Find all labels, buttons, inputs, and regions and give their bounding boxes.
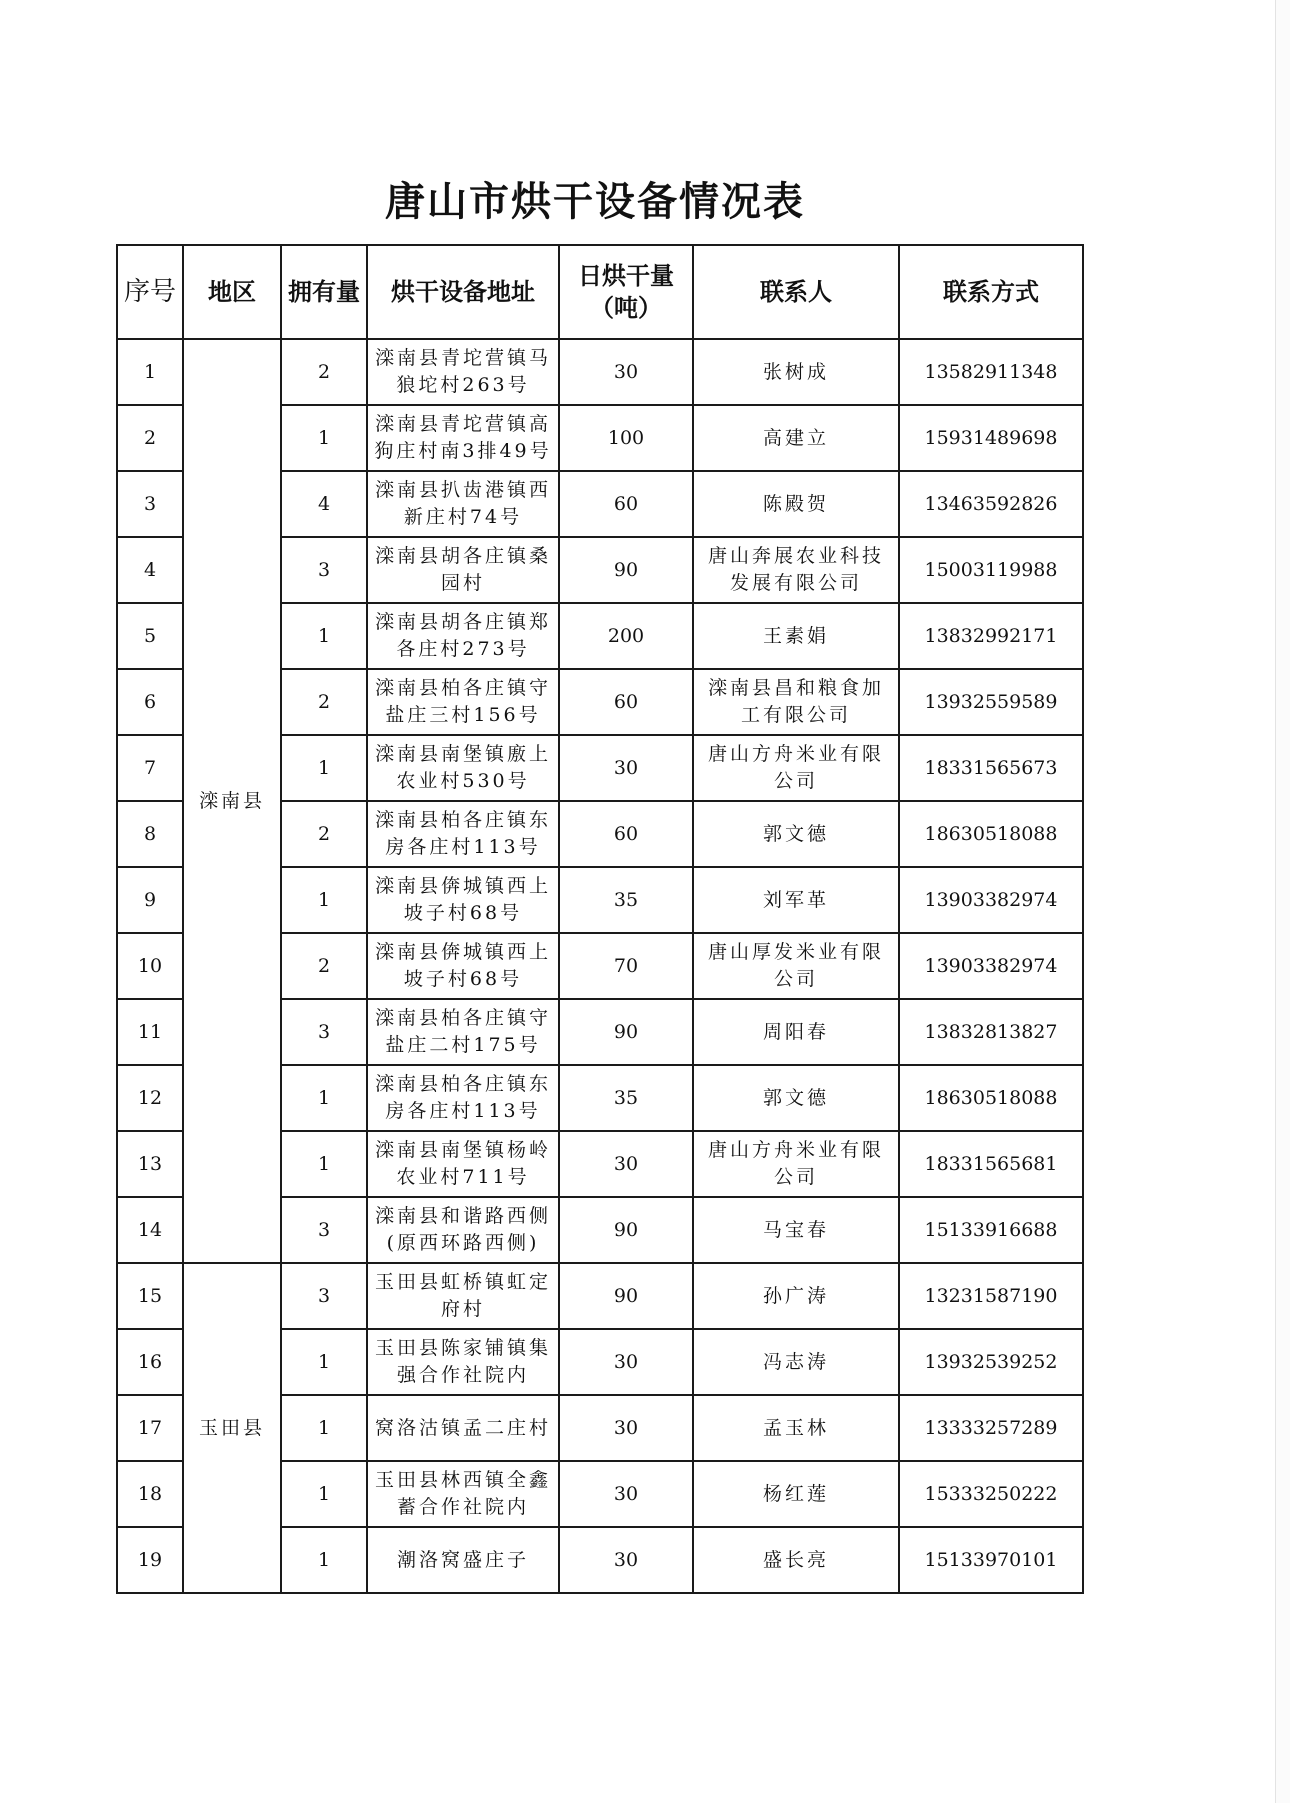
row-seq: 16 [117, 1329, 183, 1395]
row-count: 2 [281, 801, 367, 867]
row-contact: 孙广涛 [693, 1263, 899, 1329]
row-count: 3 [281, 1197, 367, 1263]
row-seq: 3 [117, 471, 183, 537]
row-address: 滦南县和谐路西侧(原西环路西侧) [367, 1197, 559, 1263]
row-address: 滦南县柏各庄镇守盐庄二村175号 [367, 999, 559, 1065]
row-address: 滦南县倴城镇西上坡子村68号 [367, 933, 559, 999]
row-daily-capacity: 30 [559, 1329, 693, 1395]
row-seq: 12 [117, 1065, 183, 1131]
row-phone: 18630518088 [899, 1065, 1083, 1131]
row-contact: 盛长亮 [693, 1527, 899, 1593]
row-daily-capacity: 60 [559, 471, 693, 537]
row-daily-capacity: 30 [559, 1131, 693, 1197]
row-daily-capacity: 100 [559, 405, 693, 471]
row-seq: 19 [117, 1527, 183, 1593]
row-count: 1 [281, 1395, 367, 1461]
row-seq: 4 [117, 537, 183, 603]
row-daily-capacity: 30 [559, 339, 693, 405]
row-daily-capacity: 35 [559, 1065, 693, 1131]
row-region: 玉田县 [183, 1263, 281, 1593]
row-count: 1 [281, 603, 367, 669]
row-daily-capacity: 90 [559, 537, 693, 603]
row-phone: 13932539252 [899, 1329, 1083, 1395]
row-contact: 孟玉林 [693, 1395, 899, 1461]
row-address: 滦南县青坨营镇马狼坨村263号 [367, 339, 559, 405]
row-count: 1 [281, 405, 367, 471]
row-contact: 冯志涛 [693, 1329, 899, 1395]
row-contact: 郭文德 [693, 1065, 899, 1131]
row-contact: 杨红莲 [693, 1461, 899, 1527]
row-count: 1 [281, 867, 367, 933]
row-seq: 17 [117, 1395, 183, 1461]
row-contact: 唐山奔展农业科技发展有限公司 [693, 537, 899, 603]
row-phone: 18331565681 [899, 1131, 1083, 1197]
row-phone: 15133916688 [899, 1197, 1083, 1263]
row-seq: 15 [117, 1263, 183, 1329]
row-seq: 7 [117, 735, 183, 801]
header-address: 烘干设备地址 [367, 245, 559, 339]
row-count: 1 [281, 735, 367, 801]
row-daily-capacity: 90 [559, 1263, 693, 1329]
row-contact: 高建立 [693, 405, 899, 471]
page-edge [1275, 0, 1290, 1803]
row-address: 滦南县胡各庄镇郑各庄村273号 [367, 603, 559, 669]
document-title: 唐山市烘干设备情况表 [385, 178, 805, 225]
row-address: 玉田县虹桥镇虹定府村 [367, 1263, 559, 1329]
row-count: 3 [281, 537, 367, 603]
row-count: 2 [281, 669, 367, 735]
row-phone: 13463592826 [899, 471, 1083, 537]
row-daily-capacity: 30 [559, 735, 693, 801]
row-count: 2 [281, 339, 367, 405]
row-contact: 郭文德 [693, 801, 899, 867]
row-seq: 18 [117, 1461, 183, 1527]
row-address: 滦南县南堡镇杨岭农业村711号 [367, 1131, 559, 1197]
row-seq: 13 [117, 1131, 183, 1197]
row-daily-capacity: 30 [559, 1461, 693, 1527]
row-address: 滦南县南堡镇廒上农业村530号 [367, 735, 559, 801]
row-seq: 11 [117, 999, 183, 1065]
row-seq: 9 [117, 867, 183, 933]
row-phone: 15931489698 [899, 405, 1083, 471]
row-phone: 15003119988 [899, 537, 1083, 603]
header-contact: 联系人 [693, 245, 899, 339]
row-contact: 唐山方舟米业有限公司 [693, 1131, 899, 1197]
row-daily-capacity: 70 [559, 933, 693, 999]
row-seq: 1 [117, 339, 183, 405]
row-address: 滦南县柏各庄镇守盐庄三村156号 [367, 669, 559, 735]
row-address: 滦南县青坨营镇高狗庄村南3排49号 [367, 405, 559, 471]
row-contact: 唐山方舟米业有限公司 [693, 735, 899, 801]
row-contact: 滦南县昌和粮食加工有限公司 [693, 669, 899, 735]
row-count: 3 [281, 999, 367, 1065]
row-daily-capacity: 200 [559, 603, 693, 669]
row-phone: 13932559589 [899, 669, 1083, 735]
row-contact: 周阳春 [693, 999, 899, 1065]
row-phone: 13832813827 [899, 999, 1083, 1065]
row-address: 潮洛窝盛庄子 [367, 1527, 559, 1593]
header-daily-capacity: 日烘干量（吨） [559, 245, 693, 339]
row-address: 玉田县林西镇全鑫蓄合作社院内 [367, 1461, 559, 1527]
row-seq: 14 [117, 1197, 183, 1263]
row-region: 滦南县 [183, 339, 281, 1263]
table-body [117, 339, 1083, 1593]
row-daily-capacity: 35 [559, 867, 693, 933]
row-address: 滦南县倴城镇西上坡子村68号 [367, 867, 559, 933]
row-address: 窝洛沽镇孟二庄村 [367, 1395, 559, 1461]
row-phone: 18331565673 [899, 735, 1083, 801]
row-contact: 陈殿贺 [693, 471, 899, 537]
row-phone: 13903382974 [899, 867, 1083, 933]
dryer-equipment-table [116, 244, 1084, 1594]
row-phone: 13582911348 [899, 339, 1083, 405]
row-contact: 张树成 [693, 339, 899, 405]
row-contact: 马宝春 [693, 1197, 899, 1263]
row-address: 滦南县柏各庄镇东房各庄村113号 [367, 801, 559, 867]
row-phone: 15333250222 [899, 1461, 1083, 1527]
row-count: 2 [281, 933, 367, 999]
row-count: 1 [281, 1065, 367, 1131]
header-row [117, 245, 1083, 339]
row-daily-capacity: 60 [559, 801, 693, 867]
row-contact: 刘军革 [693, 867, 899, 933]
row-seq: 6 [117, 669, 183, 735]
row-phone: 13231587190 [899, 1263, 1083, 1329]
row-address: 滦南县柏各庄镇东房各庄村113号 [367, 1065, 559, 1131]
row-seq: 2 [117, 405, 183, 471]
row-count: 1 [281, 1461, 367, 1527]
row-count: 1 [281, 1131, 367, 1197]
row-address: 玉田县陈家铺镇集强合作社院内 [367, 1329, 559, 1395]
row-phone: 13832992171 [899, 603, 1083, 669]
header-phone: 联系方式 [899, 245, 1083, 339]
row-address: 滦南县扒齿港镇西新庄村74号 [367, 471, 559, 537]
row-count: 1 [281, 1527, 367, 1593]
header-count: 拥有量 [281, 245, 367, 339]
row-seq: 10 [117, 933, 183, 999]
table-row [117, 339, 1083, 405]
row-daily-capacity: 90 [559, 1197, 693, 1263]
row-contact: 王素娟 [693, 603, 899, 669]
header-region: 地区 [183, 245, 281, 339]
table-row [117, 1263, 1083, 1329]
row-seq: 8 [117, 801, 183, 867]
row-contact: 唐山厚发米业有限公司 [693, 933, 899, 999]
header-seq: 序号 [117, 245, 183, 339]
row-phone: 18630518088 [899, 801, 1083, 867]
row-count: 4 [281, 471, 367, 537]
row-daily-capacity: 60 [559, 669, 693, 735]
row-daily-capacity: 30 [559, 1527, 693, 1593]
row-daily-capacity: 30 [559, 1395, 693, 1461]
row-seq: 5 [117, 603, 183, 669]
row-daily-capacity: 90 [559, 999, 693, 1065]
row-phone: 13333257289 [899, 1395, 1083, 1461]
row-phone: 13903382974 [899, 933, 1083, 999]
row-phone: 15133970101 [899, 1527, 1083, 1593]
row-count: 1 [281, 1329, 367, 1395]
row-count: 3 [281, 1263, 367, 1329]
row-address: 滦南县胡各庄镇桑园村 [367, 537, 559, 603]
